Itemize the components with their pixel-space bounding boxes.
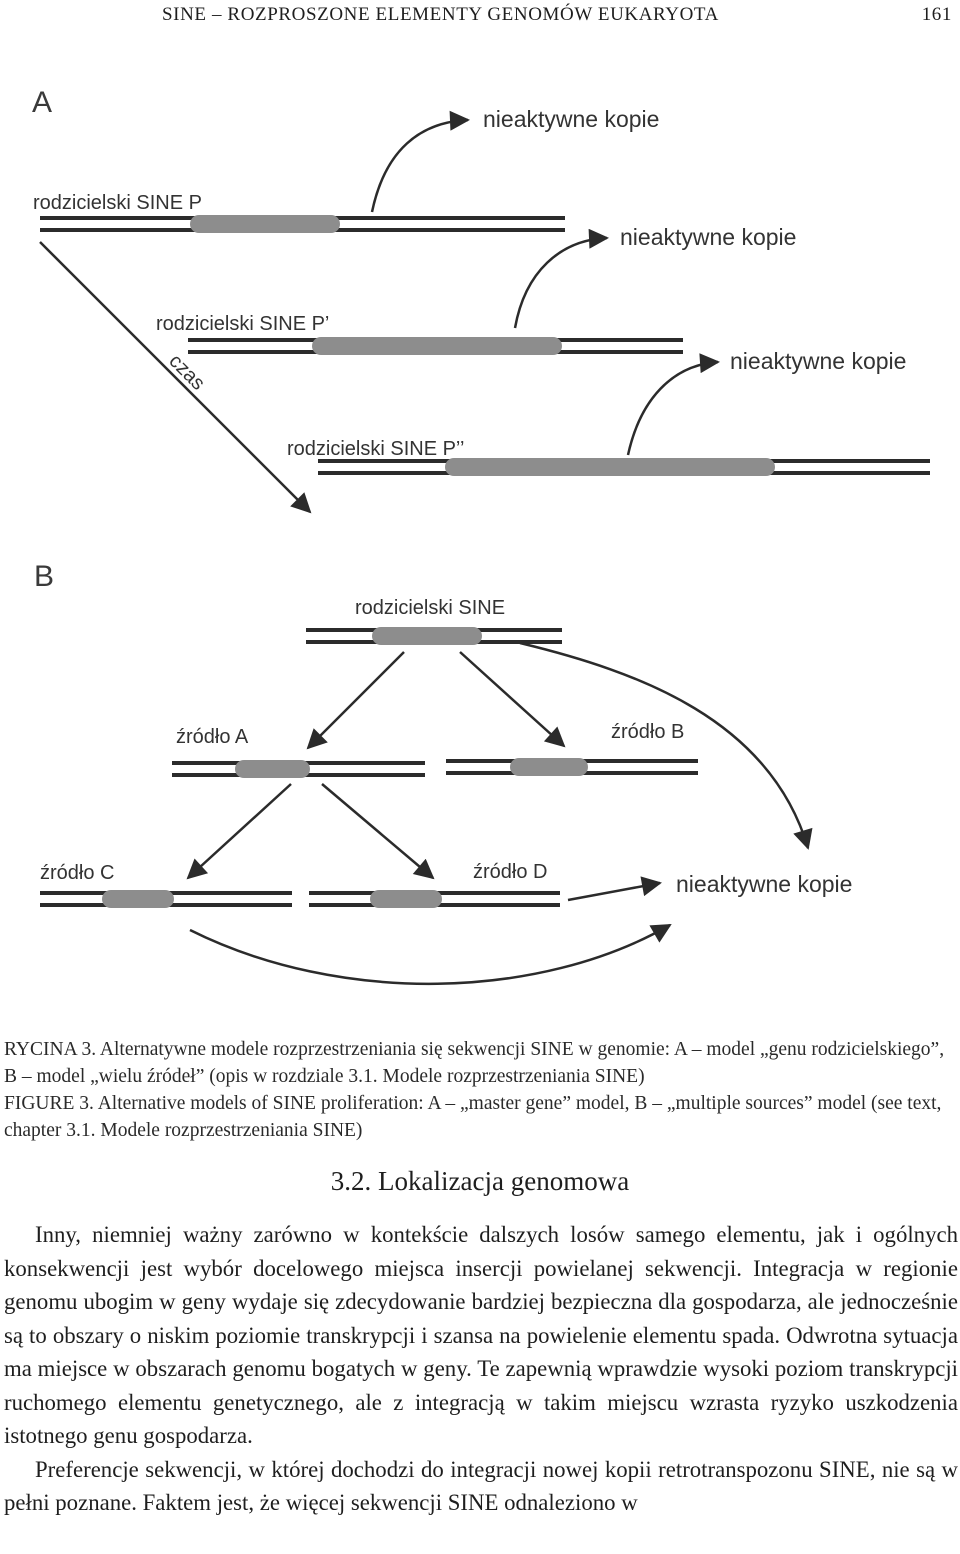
arrow-a-to-d	[322, 784, 433, 878]
label-inactive-1: nieaktywne kopie	[483, 106, 660, 132]
body-text	[4, 1218, 958, 1520]
panel-b-letter: B	[34, 560, 55, 593]
sine-element	[370, 890, 442, 908]
sine-element	[102, 890, 174, 908]
label-parent-p1: rodzicielski SINE P’	[156, 313, 330, 335]
sine-element	[190, 215, 340, 233]
source-c-locus	[40, 890, 292, 908]
section-title: 3.2. Lokalizacja genomowa	[330, 1166, 630, 1196]
curved-arrow	[515, 238, 607, 328]
sine-element	[312, 337, 562, 355]
running-title: SINE – ROZPROSZONE ELEMENTY GENOMÓW EUKARYOTA	[162, 4, 719, 25]
label-parent-p: rodzicielski SINE P	[33, 192, 202, 214]
label-source-a: źródło A	[176, 726, 249, 748]
figure-caption	[4, 1036, 958, 1144]
label-inactive-3: nieaktywne kopie	[730, 348, 907, 374]
paragraph: Inny, niemniej ważny zarówno w kontekście dalszych losów samego elementu, jak i ogólnych konsekwencji jest wybór docelowego miejsca insercji powielanej sekwencji. Integracja w regionie genomu ubogim w geny wydaje się zdecydowanie bardziej bezpieczna dla gospodarza, ale jednocześnie są to obszary o niskim poziomie transkrypcji i szansa na powielenie elementu spada. Odwrotna sytuacja ma miejsce w obszarach genomu bogatych w geny. Te zapewnią wprawdzie wysoki poziom transkrypcji ruchomego elementu genetycznego, ale z integracją w takim miejscu wzrasta ryzyko uszkodzenia istotnego genu gospodarza.	[4, 1222, 958, 1448]
sine-p2-locus	[318, 458, 930, 476]
sine-element	[372, 627, 482, 645]
arrow-parent-to-a	[308, 652, 404, 748]
source-d-locus	[309, 890, 560, 908]
time-arrow	[40, 242, 310, 512]
source-a-locus	[172, 760, 425, 778]
caption-polish: RYCINA 3. Alternatywne modele rozprzestrzeniania się sekwencji SINE w genomie: A – model „genu rodzicielskiego”, B – model „wielu źródeł” (opis w rozdziale 3.1. Modele rozprzestrzeniania SINE)	[4, 1039, 945, 1087]
panel-a	[32, 86, 930, 512]
sine-p-locus	[40, 215, 565, 233]
caption-english: FIGURE 3. Alternative models of SINE proliferation: A – „master gene” model, B – „multiple sources” model (see text, chapter 3.1. Modele rozprzestrzeniania SINE)	[4, 1093, 942, 1141]
label-source-d: źródło D	[473, 861, 548, 883]
running-head	[0, 4, 960, 28]
paragraph: Preferencje sekwencji, w której dochodzi do integracji nowej kopii retrotranspozonu SINE, nie są w pełni poznane. Faktem jest, że więcej sekwencji SINE odnaleziono w	[4, 1456, 958, 1515]
arrow-parent-to-b	[460, 652, 564, 746]
label-source-b: źródło B	[611, 721, 685, 743]
label-parent-p2: rodzicielski SINE P’’	[287, 438, 465, 460]
parent-sine-locus	[306, 627, 562, 645]
time-label: czas	[164, 349, 210, 395]
curved-arrow	[372, 120, 468, 212]
sine-element	[235, 760, 310, 778]
sine-element	[445, 458, 775, 476]
figure-3	[0, 60, 960, 1020]
panel-a-letter: A	[32, 86, 53, 119]
arrow-d-to-inactive	[568, 883, 660, 900]
label-inactive-b: nieaktywne kopie	[676, 871, 853, 897]
label-inactive-2: nieaktywne kopie	[620, 224, 797, 250]
curved-arrow	[628, 362, 718, 455]
panel-b	[34, 560, 852, 984]
label-parent: rodzicielski SINE	[355, 597, 506, 619]
sine-element	[510, 758, 588, 776]
arrow-c-to-inactive	[190, 925, 670, 984]
sine-p1-locus	[188, 337, 683, 355]
label-source-c: źródło C	[40, 862, 115, 884]
page-number: 161	[921, 4, 952, 25]
source-b-locus	[446, 758, 698, 776]
arrow-a-to-c	[188, 784, 291, 878]
